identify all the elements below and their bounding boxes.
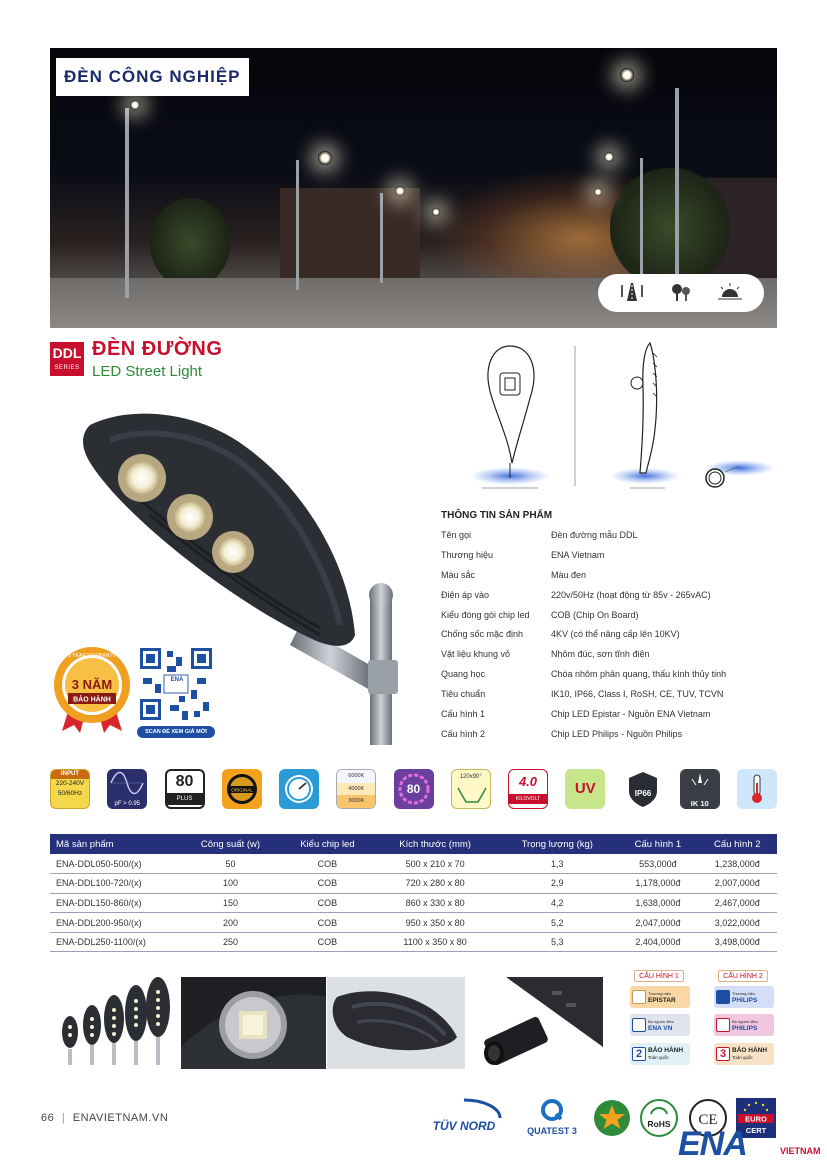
col-header: Công suất (w)	[180, 834, 281, 854]
qr-logo: ENA	[170, 677, 184, 683]
spec-value: 220v/50Hz (hoạt động từ 85v - 265vAC)	[551, 589, 711, 600]
street-pole	[296, 160, 299, 290]
svg-text:RoHS: RoHS	[647, 1119, 671, 1129]
spec-row	[441, 526, 781, 546]
config-2-title: CẤU HÌNH 2	[718, 970, 768, 982]
chip-small: Thương hiệu	[732, 991, 756, 996]
config-2-warranty	[714, 1043, 774, 1065]
beam-value: 120x90°	[459, 774, 482, 780]
cell: COB	[281, 854, 374, 874]
warranty-small: Toàn quốc	[648, 1055, 669, 1060]
uv-badge	[565, 769, 605, 809]
environment-icons	[598, 274, 764, 312]
cell: 720 x 280 x 80	[374, 874, 496, 894]
spec-value: IK10, IP66, Class I, RoSH, CE, TUV, TCVN	[551, 689, 724, 700]
philips-icon	[716, 990, 730, 1004]
page-number: 66	[41, 1112, 55, 1124]
cell: 2,007,000đ	[698, 874, 777, 894]
input-voltage-badge	[50, 769, 90, 809]
spec-key: Cấu hình 2	[441, 728, 486, 739]
tree	[150, 198, 230, 288]
spec-value: Màu đen	[551, 569, 587, 580]
impact-icon	[680, 769, 720, 795]
led-module	[118, 454, 166, 502]
uv-text: UV	[574, 780, 596, 797]
col-header: Trọng lượng (kg)	[496, 834, 618, 854]
thermal-badge	[737, 769, 777, 809]
pf-value: pF > 0.95	[114, 801, 141, 807]
spec-value: Chóa nhôm phản quang, thấu kính thủy tinh	[551, 669, 727, 680]
spec-row	[441, 685, 781, 705]
cell: 100	[180, 874, 281, 894]
cell: ENA-DDL100-720/(x)	[50, 874, 180, 894]
spec-key: Vật liệu khung vỏ	[441, 649, 511, 660]
plus-label: PLUS	[167, 793, 203, 805]
ip-text: IP66	[634, 789, 651, 798]
street-pole	[125, 108, 129, 298]
spec-row	[441, 546, 781, 566]
spec-row	[441, 606, 781, 626]
quatest-logo	[518, 1098, 586, 1138]
series-subtitle: LED Street Light	[92, 363, 203, 380]
spec-key: Tên gọi	[441, 530, 472, 540]
technical-drawing	[470, 338, 780, 508]
spec-key: Cấu hình 1	[441, 709, 486, 720]
cell: 553,000đ	[618, 854, 697, 874]
street-pole	[640, 158, 643, 278]
cell: 1,638,000đ	[618, 893, 697, 913]
spec-key: Kiểu đóng gói chip led	[441, 609, 530, 620]
cell: 500 x 210 x 70	[374, 854, 496, 874]
warranty-years-1: 2	[632, 1047, 646, 1061]
lamp-light	[604, 152, 614, 162]
sine-wave-icon	[107, 769, 147, 797]
spec-key: Điện áp vào	[441, 589, 490, 600]
road-icon	[612, 281, 652, 306]
plus-number: 80	[175, 773, 194, 790]
cell: 3,022,000đ	[698, 913, 777, 933]
kv-label: KILOVOLT	[509, 794, 547, 804]
series-title: ĐÈN ĐƯỜNG	[92, 338, 223, 360]
qr-caption: SCAN ĐỂ XEM GIÁ MỚI	[137, 726, 215, 738]
warranty-small: Toàn quốc	[732, 1055, 753, 1060]
config-1-title: CẤU HÌNH 1	[634, 970, 684, 982]
beam-icon	[452, 784, 491, 806]
driver-brand: ENA VN	[648, 1025, 673, 1032]
cell: 200	[180, 913, 281, 933]
spec-value: COB (Chip On Board)	[551, 609, 639, 620]
price-table	[50, 834, 777, 952]
cell: 950 x 350 x 80	[374, 913, 496, 933]
tuv-nord-logo	[424, 1098, 504, 1138]
spec-key: Màu sắc	[441, 569, 476, 580]
warranty-label: BẢO HÀNH	[648, 1047, 684, 1054]
beam-angle-badge	[451, 769, 491, 809]
cri-value: 80	[406, 782, 421, 796]
lamp-size-50w	[62, 1016, 78, 1048]
front-view	[488, 346, 534, 463]
cell: 1,3	[496, 854, 618, 874]
series-code: DDL	[52, 345, 82, 361]
table-row	[50, 913, 777, 933]
col-header: Cấu hình 1	[618, 834, 697, 854]
cell: ENA-DDL150-860/(x)	[50, 893, 180, 913]
warranty-seal	[52, 645, 132, 733]
quality-star-logo	[592, 1098, 632, 1138]
spec-key: Thương hiệu	[441, 549, 493, 560]
spec-row	[441, 665, 781, 685]
page-footer: 66 | ENAVIETNAM.VN	[41, 1112, 169, 1124]
col-header: Kích thước (mm)	[374, 834, 496, 854]
color-temperature-badge	[336, 769, 376, 809]
svg-text:EURO: EURO	[745, 1114, 767, 1124]
driver-brand: PHILIPS	[732, 1025, 758, 1032]
spec-value: Chip LED Philips - Nguồn Philips	[551, 728, 683, 739]
driver-small: Bộ nguồn điều	[648, 1019, 674, 1024]
lamp-light	[130, 100, 140, 110]
lamp-size-200w	[125, 985, 147, 1041]
park-icon	[661, 281, 701, 306]
cell: 1,178,000đ	[618, 874, 697, 894]
cell: ENA-DDL250-1100/(x)	[50, 932, 180, 952]
gauge-icon	[279, 769, 319, 809]
table-row	[50, 932, 777, 952]
led-closeup-photo	[181, 977, 326, 1069]
warranty-label: BẢO HÀNH	[73, 696, 111, 704]
pole-cap	[369, 583, 393, 607]
config-2-chip	[714, 986, 774, 1008]
table-row	[50, 893, 777, 913]
spec-row	[441, 625, 781, 645]
col-header: Kiểu chip led	[281, 834, 374, 854]
lamp-light	[318, 151, 332, 165]
cell: 2,9	[496, 874, 618, 894]
cell: COB	[281, 893, 374, 913]
col-header: Mã sản phẩm	[50, 834, 180, 854]
website-link[interactable]: ENAVIETNAM.VN	[72, 1112, 169, 1124]
surge-protection-badge	[508, 769, 548, 809]
tree	[610, 168, 730, 288]
lamp-back-photo	[327, 977, 465, 1069]
warranty-ring-text: 3 YEAR WARRANTY	[68, 653, 116, 659]
input-title: INPUT	[51, 770, 89, 779]
svg-text:CERT: CERT	[745, 1126, 767, 1135]
cri-badge	[394, 769, 434, 809]
qr-pattern	[137, 645, 215, 723]
table-row	[50, 854, 777, 874]
cell: 1,238,000đ	[698, 854, 777, 874]
spec-key: Tiêu chuẩn	[441, 689, 486, 700]
cell: 150	[180, 893, 281, 913]
lamp-light	[620, 68, 634, 82]
lamp-light	[395, 186, 405, 196]
street-pole	[675, 88, 679, 288]
series-label: SERIES	[54, 365, 80, 371]
lamp-light	[432, 208, 440, 216]
col-header: Cấu hình 2	[698, 834, 777, 854]
cell: ENA-DDL200-950/(x)	[50, 913, 180, 933]
chip-small: Thương hiệu	[648, 991, 672, 996]
spec-row	[441, 725, 781, 745]
spec-value: 4KV (có thể nâng cấp lên 10KV)	[551, 629, 680, 640]
cell: 860 x 330 x 80	[374, 893, 496, 913]
spec-value: Nhôm đúc, sơn tĩnh điện	[551, 649, 650, 660]
power-factor-badge	[107, 769, 147, 809]
ik10-badge	[680, 769, 720, 809]
spec-row	[441, 566, 781, 586]
cell: 2,404,000đ	[618, 932, 697, 952]
philips-driver-icon	[716, 1018, 730, 1032]
cell: ENA-DDL050-500/(x)	[50, 854, 180, 874]
lifespan-badge	[279, 769, 319, 809]
input-v2: 50/60Hz	[57, 790, 83, 797]
spec-list	[441, 526, 781, 745]
svg-text:TÜV NORD: TÜV NORD	[432, 1119, 496, 1133]
outdoor-icon	[710, 281, 750, 306]
cell: COB	[281, 874, 374, 894]
cell: 5,3	[496, 932, 618, 952]
table-row	[50, 874, 777, 894]
chip-brand: EPISTAR	[648, 997, 676, 1004]
cell: COB	[281, 932, 374, 952]
rohs-logo	[639, 1098, 679, 1138]
spec-key: Chống sốc mặc định	[441, 629, 524, 640]
ip66-badge	[623, 769, 663, 809]
original-text: ORIGINAL	[230, 787, 253, 793]
cell: 250	[180, 932, 281, 952]
table-header-row	[50, 834, 777, 854]
warranty-years: 3 NĂM	[71, 677, 113, 692]
led-module	[167, 494, 213, 540]
cell: 50	[180, 854, 281, 874]
building	[280, 188, 420, 283]
street-pole	[380, 193, 383, 283]
cell: 2,467,000đ	[698, 893, 777, 913]
config-2-driver	[714, 1014, 774, 1036]
cell: 1100 x 350 x 80	[374, 932, 496, 952]
cell: 4,2	[496, 893, 618, 913]
spec-title: THÔNG TIN SẢN PHẨM	[441, 510, 553, 521]
qr-code[interactable]	[137, 645, 215, 723]
cct-4000k: 4000K	[337, 783, 375, 796]
cct-3000k: 3000K	[337, 795, 375, 808]
svg-text:QUATEST 3: QUATEST 3	[527, 1126, 577, 1136]
chip-brand: PHILIPS	[732, 997, 758, 1004]
pole-fitting-photo	[466, 977, 603, 1069]
cell: 5,2	[496, 913, 618, 933]
config-1-chip	[630, 986, 690, 1008]
spec-key: Quang học	[441, 669, 486, 680]
series-badge	[50, 342, 84, 376]
led-module	[212, 531, 254, 573]
shield-icon	[623, 769, 663, 809]
ena-driver-icon	[632, 1018, 646, 1032]
ena-brand-sub: VIETNAM	[780, 1146, 821, 1156]
spec-row	[441, 705, 781, 725]
svg-text:CE: CE	[698, 1112, 718, 1128]
spec-row	[441, 645, 781, 665]
warranty-label: BẢO HÀNH	[732, 1047, 768, 1054]
cct-6000k: 6000K	[337, 770, 375, 783]
input-v1: 220-240V	[55, 780, 85, 787]
ena-brand-logo: ENA	[678, 1125, 747, 1163]
cell: 2,047,000đ	[618, 913, 697, 933]
warranty-years-2: 3	[716, 1047, 730, 1061]
ik-text: IK 10	[690, 799, 709, 808]
feature-badges	[50, 769, 777, 811]
spec-row	[441, 586, 781, 606]
hero-title: ĐÈN CÔNG NGHIỆP	[56, 58, 249, 96]
config-1-driver	[630, 1014, 690, 1036]
config-1-warranty	[630, 1043, 690, 1065]
epistar-icon	[632, 990, 646, 1004]
original-badge	[222, 769, 262, 809]
spec-value: Đèn đường mẫu DDL	[551, 530, 638, 540]
seal-icon	[222, 769, 262, 809]
spec-value: Chip LED Epistar - Nguồn ENA Vietnam	[551, 709, 711, 720]
kv-value: 4.0	[518, 774, 538, 789]
thermometer-icon	[737, 769, 777, 809]
cell: 3,498,000đ	[698, 932, 777, 952]
driver-small: Bộ nguồn điều	[732, 1019, 758, 1024]
product-range-photo	[50, 977, 180, 1069]
lamp-light	[594, 188, 602, 196]
cell: COB	[281, 913, 374, 933]
side-view	[640, 343, 657, 473]
80-plus-badge	[165, 769, 205, 809]
spec-value: ENA Vietnam	[551, 549, 605, 560]
